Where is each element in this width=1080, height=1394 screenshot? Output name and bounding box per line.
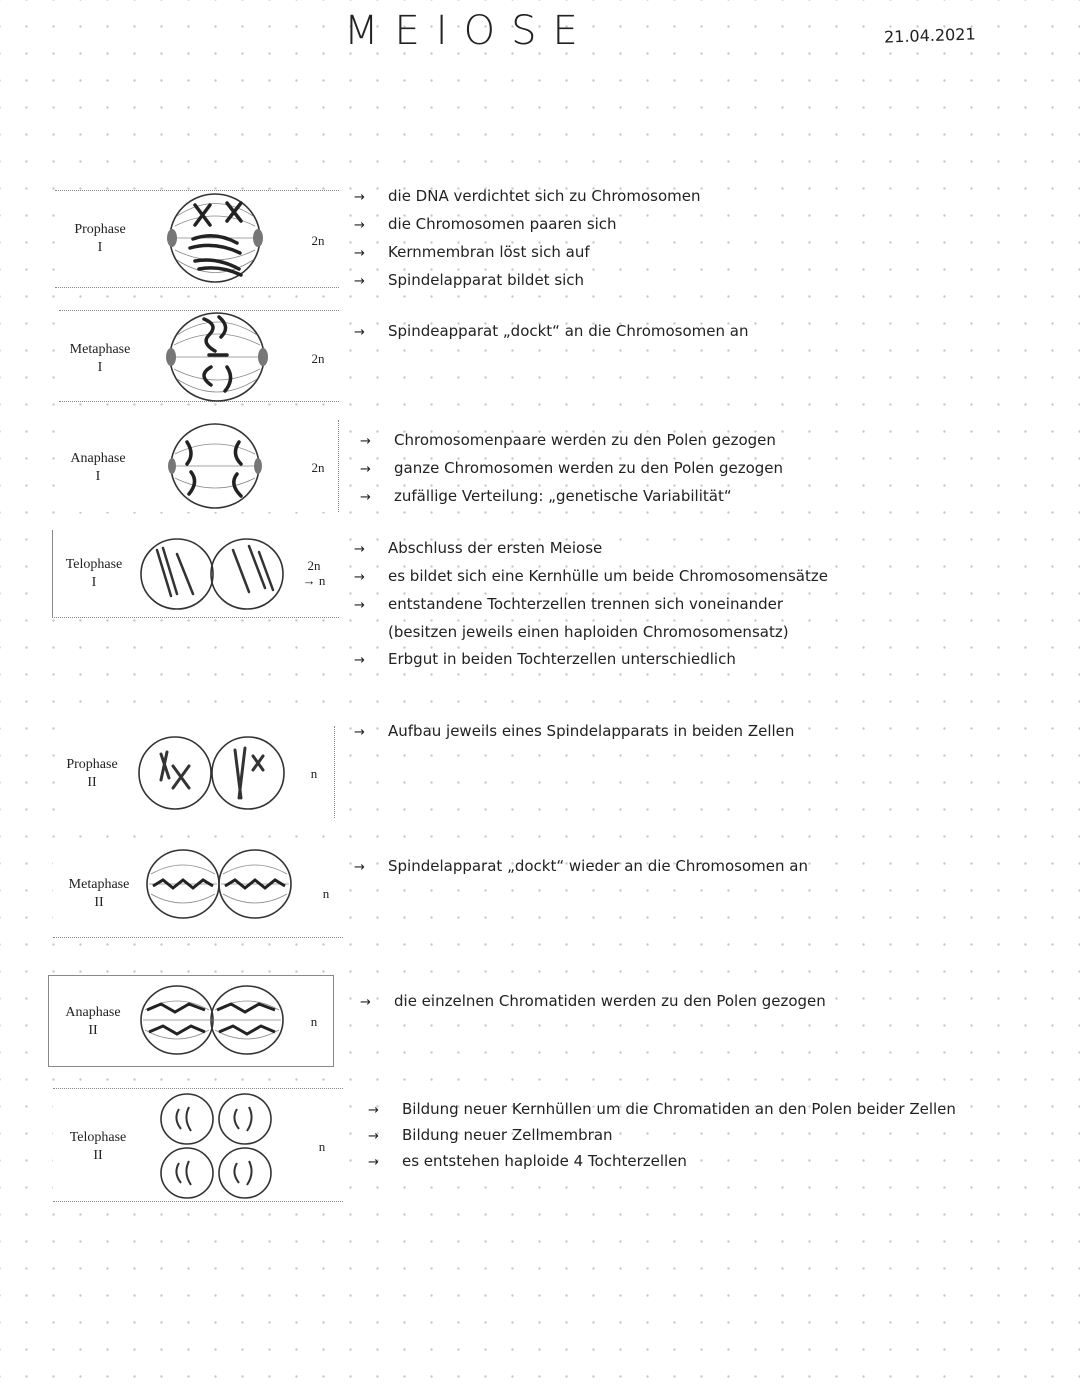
note-line: → es entstehen haploide 4 Tochterzellen bbox=[368, 1149, 1048, 1175]
arrow-icon: → bbox=[360, 995, 371, 1010]
ploidy-label: n bbox=[318, 1139, 326, 1154]
arrow-icon: → bbox=[354, 860, 365, 875]
note-line: → die einzelnen Chromatiden werden zu den Polen gezogen bbox=[360, 988, 826, 1016]
cell-illustration-metaphase-1 bbox=[59, 311, 339, 403]
arrow-icon: → bbox=[354, 218, 365, 233]
ploidy-label: n bbox=[310, 1014, 318, 1029]
notes-telophase-2 bbox=[368, 1097, 1048, 1175]
arrow-icon: → bbox=[354, 325, 365, 340]
arrow-icon: → bbox=[360, 462, 371, 477]
ploidy-label: n bbox=[310, 766, 318, 781]
note-line: → Abschluss der ersten Meiose bbox=[354, 535, 828, 563]
arrow-icon: → bbox=[354, 246, 365, 261]
ploidy-label: 2n bbox=[311, 351, 325, 366]
phase-label: Telophase I bbox=[65, 557, 123, 590]
notes-telophase-1 bbox=[354, 535, 828, 674]
arrow-icon: → bbox=[354, 653, 365, 668]
notes-anaphase-2 bbox=[360, 988, 826, 1016]
note-line: → Spindeapparat „dockt“ an die Chromosomen an bbox=[354, 318, 748, 346]
note-line: → Chromosomenpaare werden zu den Polen gezogen bbox=[360, 427, 783, 455]
arrow-icon: → bbox=[360, 434, 371, 449]
diagram-telophase-2 bbox=[53, 1088, 343, 1202]
phase-label: Telophase II bbox=[69, 1130, 127, 1163]
cell-illustration-telophase-2 bbox=[53, 1089, 343, 1203]
ploidy-label: 2n bbox=[311, 233, 325, 248]
note-line: → Erbgut in beiden Tochterzellen unterschiedlich bbox=[354, 646, 828, 674]
note-line: → Kernmembran löst sich auf bbox=[354, 239, 700, 267]
notes-metaphase-2 bbox=[354, 853, 808, 881]
arrow-icon: → bbox=[354, 274, 365, 289]
diagram-prophase-1 bbox=[55, 190, 339, 288]
diagram-telophase-1 bbox=[52, 530, 339, 618]
arrow-icon: → bbox=[354, 725, 365, 740]
note-line: → die DNA verdichtet sich zu Chromosomen bbox=[354, 183, 700, 211]
note-line: → es bildet sich eine Kernhülle um beide Chromosomensätze bbox=[354, 563, 828, 591]
cell-illustration-anaphase-1 bbox=[55, 420, 339, 512]
arrow-icon: → bbox=[354, 570, 365, 585]
note-line: → Spindelapparat „dockt“ wieder an die Chromosomen an bbox=[354, 853, 808, 881]
arrow-icon: → bbox=[368, 1103, 379, 1118]
cell-illustration-prophase-2 bbox=[55, 726, 335, 818]
note-line: → zufällige Verteilung: „genetische Variabilität“ bbox=[360, 483, 783, 511]
notes-metaphase-1 bbox=[354, 318, 748, 346]
arrow-icon: → bbox=[360, 490, 371, 505]
ploidy-label: 2n → n bbox=[302, 558, 326, 588]
diagram-prophase-2 bbox=[55, 726, 335, 818]
phase-label: Anaphase I bbox=[70, 451, 126, 484]
arrow-icon: → bbox=[354, 598, 365, 613]
phase-label: Metaphase II bbox=[68, 877, 130, 910]
ploidy-label: 2n bbox=[311, 460, 325, 475]
notes-anaphase-1 bbox=[360, 427, 783, 511]
note-line: → ganze Chromosomen werden zu den Polen gezogen bbox=[360, 455, 783, 483]
arrow-icon: → bbox=[354, 190, 365, 205]
diagram-metaphase-1 bbox=[59, 310, 339, 402]
phase-label: Prophase I bbox=[74, 222, 126, 255]
note-line: → die Chromosomen paaren sich bbox=[354, 211, 700, 239]
ploidy-label: n bbox=[322, 886, 330, 901]
phase-label: Prophase II bbox=[66, 757, 118, 790]
arrow-icon: → bbox=[354, 542, 365, 557]
phase-label: Anaphase II bbox=[65, 1005, 121, 1038]
arrow-icon: → bbox=[368, 1129, 379, 1144]
note-line: (besitzen jeweils einen haploiden Chromosomensatz) bbox=[388, 623, 789, 641]
cell-illustration-metaphase-2 bbox=[53, 846, 343, 938]
diagram-anaphase-2 bbox=[48, 975, 334, 1067]
diagram-anaphase-1 bbox=[55, 420, 339, 512]
diagram-metaphase-2 bbox=[53, 846, 343, 938]
note-line: → Aufbau jeweils eines Spindelapparats in beiden Zellen bbox=[354, 718, 794, 746]
cell-illustration-anaphase-2 bbox=[49, 976, 335, 1068]
cell-illustration-prophase-1 bbox=[55, 191, 339, 289]
note-line: → Bildung neuer Zellmembran bbox=[368, 1123, 1048, 1149]
note-line: → entstandene Tochterzellen trennen sich voneinander bbox=[354, 591, 828, 619]
date-label: 21.04.2021 bbox=[883, 24, 976, 47]
page-title: MEIOSE bbox=[344, 8, 594, 54]
arrow-icon: → bbox=[368, 1155, 379, 1170]
notes-prophase-1 bbox=[354, 183, 700, 295]
note-line: → Spindelapparat bildet sich bbox=[354, 267, 700, 295]
notes-prophase-2 bbox=[354, 718, 794, 746]
note-line: → Bildung neuer Kernhüllen um die Chromatiden an den Polen beider Zellen bbox=[368, 1097, 1048, 1123]
phase-label: Metaphase I bbox=[69, 342, 131, 375]
